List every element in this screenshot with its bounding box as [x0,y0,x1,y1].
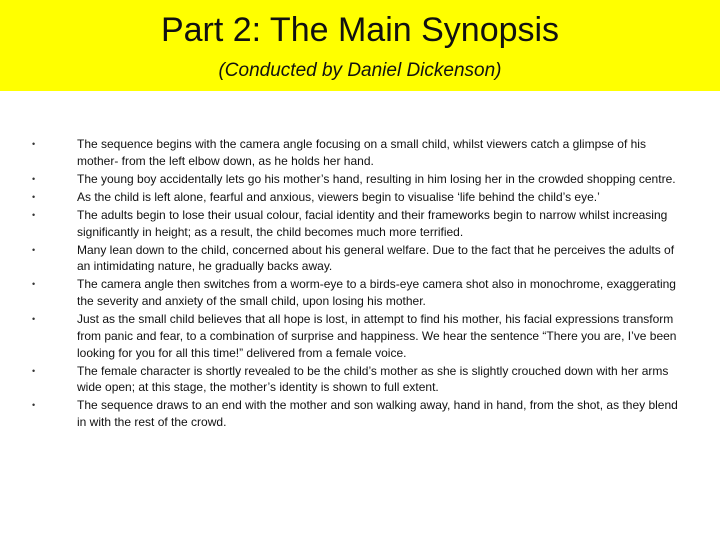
bullet-item [30,189,690,206]
bullet-icon: • [32,244,36,255]
bullet-item [30,242,690,276]
title-banner [0,0,720,91]
bullet-item [30,311,690,361]
bullet-item [30,136,690,170]
bullet-item [30,363,690,397]
bullet-icon: • [32,279,36,290]
bullet-text: The sequence begins with the camera angle focusing on a small child, whilst viewers catch a glimpse of his mother- from the left elbow down, as he holds her hand. [77,137,646,168]
synopsis-bullet-list [30,136,690,432]
bullet-icon: • [32,139,36,149]
bullet-text: Just as the small child believes that all hope is lost, in attempt to find his mother, his facial expressions transform from panic and fear, to a combination of surprise and happiness. We hear the sentence “There you are, I’ve been looking for you for all this time!” delivered from a female voice. [77,312,677,360]
bullet-text: As the child is left alone, fearful and anxious, viewers begin to visualise ‘life behind the child’s eye.’ [77,189,600,204]
bullet-text: The sequence draws to an end with the mother and son walking away, hand in hand, from the shot, as they blend in with the rest of the crowd. [77,398,678,430]
bullet-icon: • [32,314,36,325]
slide-title: Part 2: The Main Synopsis [160,11,560,49]
bullet-item [30,276,690,310]
bullet-icon: • [32,400,36,411]
bullet-item [30,171,690,188]
bullet-icon: • [32,209,36,220]
bullet-text: The camera angle then switches from a worm-eye to a birds-eye camera shot also in monochrome, exaggerating the severity and anxiety of the small child, upon losing his mother. [77,277,676,309]
bullet-text: The young boy accidentally lets go his mother’s hand, resulting in him losing her in the crowded shopping centre. [77,171,676,186]
bullet-text: The female character is shortly revealed to be the child’s mother as she is slightly crouched down with her arms wide open; at this stage, the mother’s identity is shown to full extent. [77,363,669,395]
slide-subtitle: (Conducted by Daniel Dickenson) [218,60,502,81]
bullet-text: The adults begin to lose their usual colour, facial identity and their frameworks begin to narrow whilst increasing significantly in height; as a result, the child becomes much more terrified. [77,207,668,239]
bullet-item [30,397,690,431]
bullet-icon: • [32,173,36,184]
bullet-text: Many lean down to the child, concerned about his general welfare. Due to the fact that he perceives the adults of an intimidating nature, he gradually backs away. [77,242,675,274]
bullet-item [30,207,690,241]
bullet-icon: • [32,365,36,376]
bullet-icon: • [32,191,36,202]
